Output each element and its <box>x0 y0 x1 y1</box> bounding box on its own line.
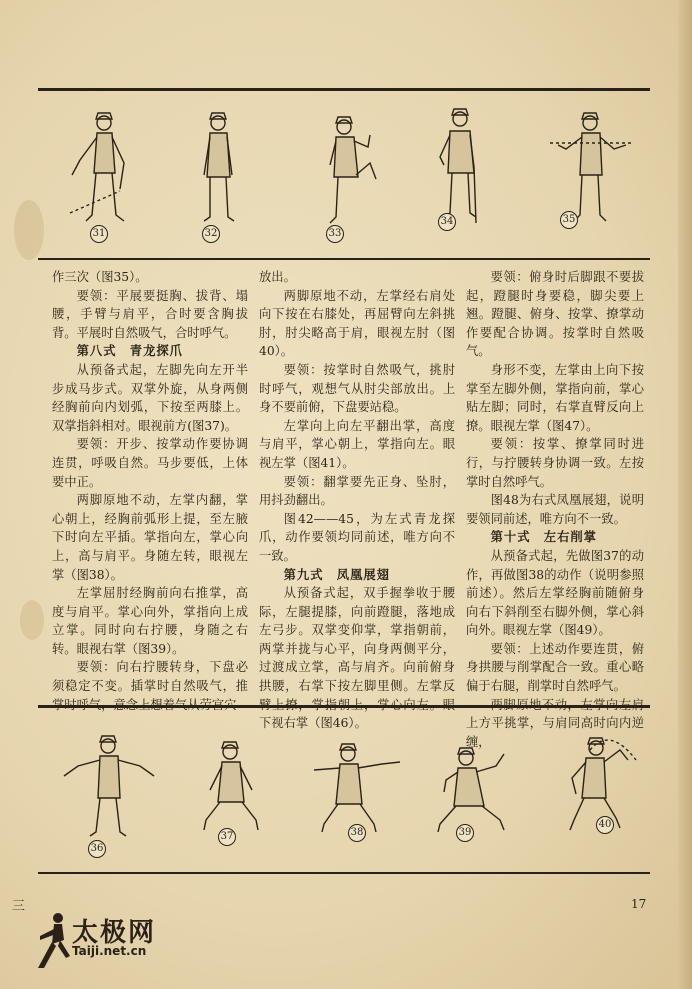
paragraph: 要领：按掌、撩掌同时进行，与拧腰转身协调一致。左按掌时自然呼气。 <box>466 437 644 489</box>
figure-number: 40 <box>596 816 614 834</box>
figure-number: 34 <box>438 213 456 231</box>
paragraph: 要领：俯身时后脚跟不要拔起，蹬腿时身要稳，脚尖要上翘。蹬腿、俯身、按掌、撩掌动作要配合协调。按掌时自然吸气。 <box>466 270 644 359</box>
section-heading: 第十式 左右削掌 <box>490 529 597 545</box>
figure-row-bottom <box>40 720 650 860</box>
figure-illustration <box>180 720 290 860</box>
figure-number: 37 <box>218 828 236 846</box>
text-column-2 <box>259 268 455 733</box>
figure-illustration <box>302 720 412 860</box>
figure-illustration <box>296 105 406 245</box>
figure-illustration <box>424 720 534 860</box>
paragraph: 从预备式起，先做图37的动作，再做图38的动作（说明参照前述）。然后左掌经胸前随俯身向右下斜削至右脚外侧，掌心斜向外。眼视左掌（图49）。 <box>466 548 644 638</box>
taiji-figure-icon <box>34 910 74 970</box>
figure-illustration <box>58 720 168 860</box>
paragraph: 从预备式起，左脚先向左开半步成马步式。双掌外旋，从身两侧经胸前向内划弧，下按至两膝上。双掌指斜相对。眼视前方(图37)。 <box>52 362 248 433</box>
bottom-rule-lower <box>38 872 650 874</box>
page-edge <box>678 0 692 989</box>
figure-number: 36 <box>88 840 106 858</box>
paragraph: 要领：上述动作要连贯，俯身拱腰与削掌配合一致。重心略偏于右腿，削掌时自然呼气。 <box>466 641 644 694</box>
figure-illustration <box>52 105 162 245</box>
paragraph: 身形不变，左掌由上向下按掌至左脚外侧，掌指向前，掌心贴左脚；同时，右掌直臂反向上撩。眼视左掌（图47）。 <box>466 362 644 433</box>
figure-number: 33 <box>326 225 344 243</box>
figure-illustration <box>172 105 282 245</box>
figure-number: 32 <box>202 225 220 243</box>
paragraph: 作三次（图35）。 <box>52 270 148 284</box>
figure-number: 31 <box>90 225 108 243</box>
paragraph: 从预备式起，双手握拳收于腰际，左腿提膝，向前蹬腿，落地成左弓步。双掌变仰掌，掌指朝前，两掌并拢与心平，向身两侧平分，过渡成立掌，高与肩齐。向前俯身拱腰，右掌下按左脚里侧。左掌反 下视右掌（图46）。 <box>259 586 455 731</box>
figure-illustration <box>540 720 650 860</box>
site-logo <box>34 910 184 972</box>
paragraph: 放出。 <box>259 270 296 284</box>
paragraph: 两脚原地不动，左掌内翻，掌心朝上，经胸前弧形上提，至左腋下时向左平插。掌指向左，掌心向上，高与肩平。身随左转，眼视左掌（图38）。 <box>52 493 248 582</box>
top-rule-upper <box>38 88 650 91</box>
figure-number: 38 <box>348 824 366 842</box>
text-column-3 <box>466 268 644 751</box>
figure-number: 39 <box>456 824 474 842</box>
paragraph: 要领：翻掌要先正身、坠肘，用抖劲翻出。 <box>259 474 455 508</box>
section-heading: 第九式 凤凰展翅 <box>283 566 390 582</box>
margin-mark: 三 <box>12 899 26 914</box>
paragraph: 要领：向右拧腰转身，下盘必须稳定不变。插掌时自然吸气，推 <box>52 660 248 694</box>
logo-name: 太极网 <box>72 918 157 948</box>
section-heading: 第八式 青龙探爪 <box>76 343 183 359</box>
paragraph: 左掌屈肘经胸前向右推掌，高度与肩平。掌心向外，掌指向上成立掌。同时向右拧腰，身随之右转。眼视右掌（图39）。 <box>52 586 248 656</box>
paragraph: 两脚原地不动，左掌经右肩处向下按在右膝处，再屈臂向左斜挑肘，肘尖略高于肩，眼视左肘（图40）。 <box>259 288 455 359</box>
paragraph: 图42——45，为左式青龙探爪，动作要领均同前述，唯方向不一致。 <box>259 511 455 563</box>
figure-illustration <box>418 105 528 245</box>
figure-number: 35 <box>560 211 578 229</box>
paragraph: 图48为右式凤凰展翅，说明要领同前述，唯方向不一致。 <box>466 493 644 526</box>
top-rule-lower <box>38 258 650 260</box>
paragraph: 要领：平展要挺胸、拔背、塌腰，手臂与肩平，合时要含胸拔背。平展时自然吸气，合时呼气。 <box>52 288 248 340</box>
paragraph: 要领：开步、按掌动作要协调连贯，呼吸自然。马步要低，上体要中正。 <box>52 437 248 489</box>
text-column-1 <box>52 268 248 714</box>
figure-illustration <box>540 105 650 245</box>
paragraph: 左掌向上向左平翻出掌，高度与肩平，掌心朝上，掌指向左。眼视左掌（图41）。 <box>259 418 455 470</box>
paragraph: 上方平挑掌，与肩同高时向内逆缠， <box>466 716 644 749</box>
paragraph: 要领：按掌时自然吸气，挑肘时呼气，观想气从肘尖部放出。上身不要前俯，下盘要站稳。 <box>259 362 455 415</box>
logo-url: Taiji.net.cn <box>72 944 147 958</box>
page-number: 17 <box>631 897 647 911</box>
paper-stain <box>20 600 44 640</box>
bottom-rule-upper <box>38 705 650 708</box>
figure-row-top <box>40 105 650 245</box>
